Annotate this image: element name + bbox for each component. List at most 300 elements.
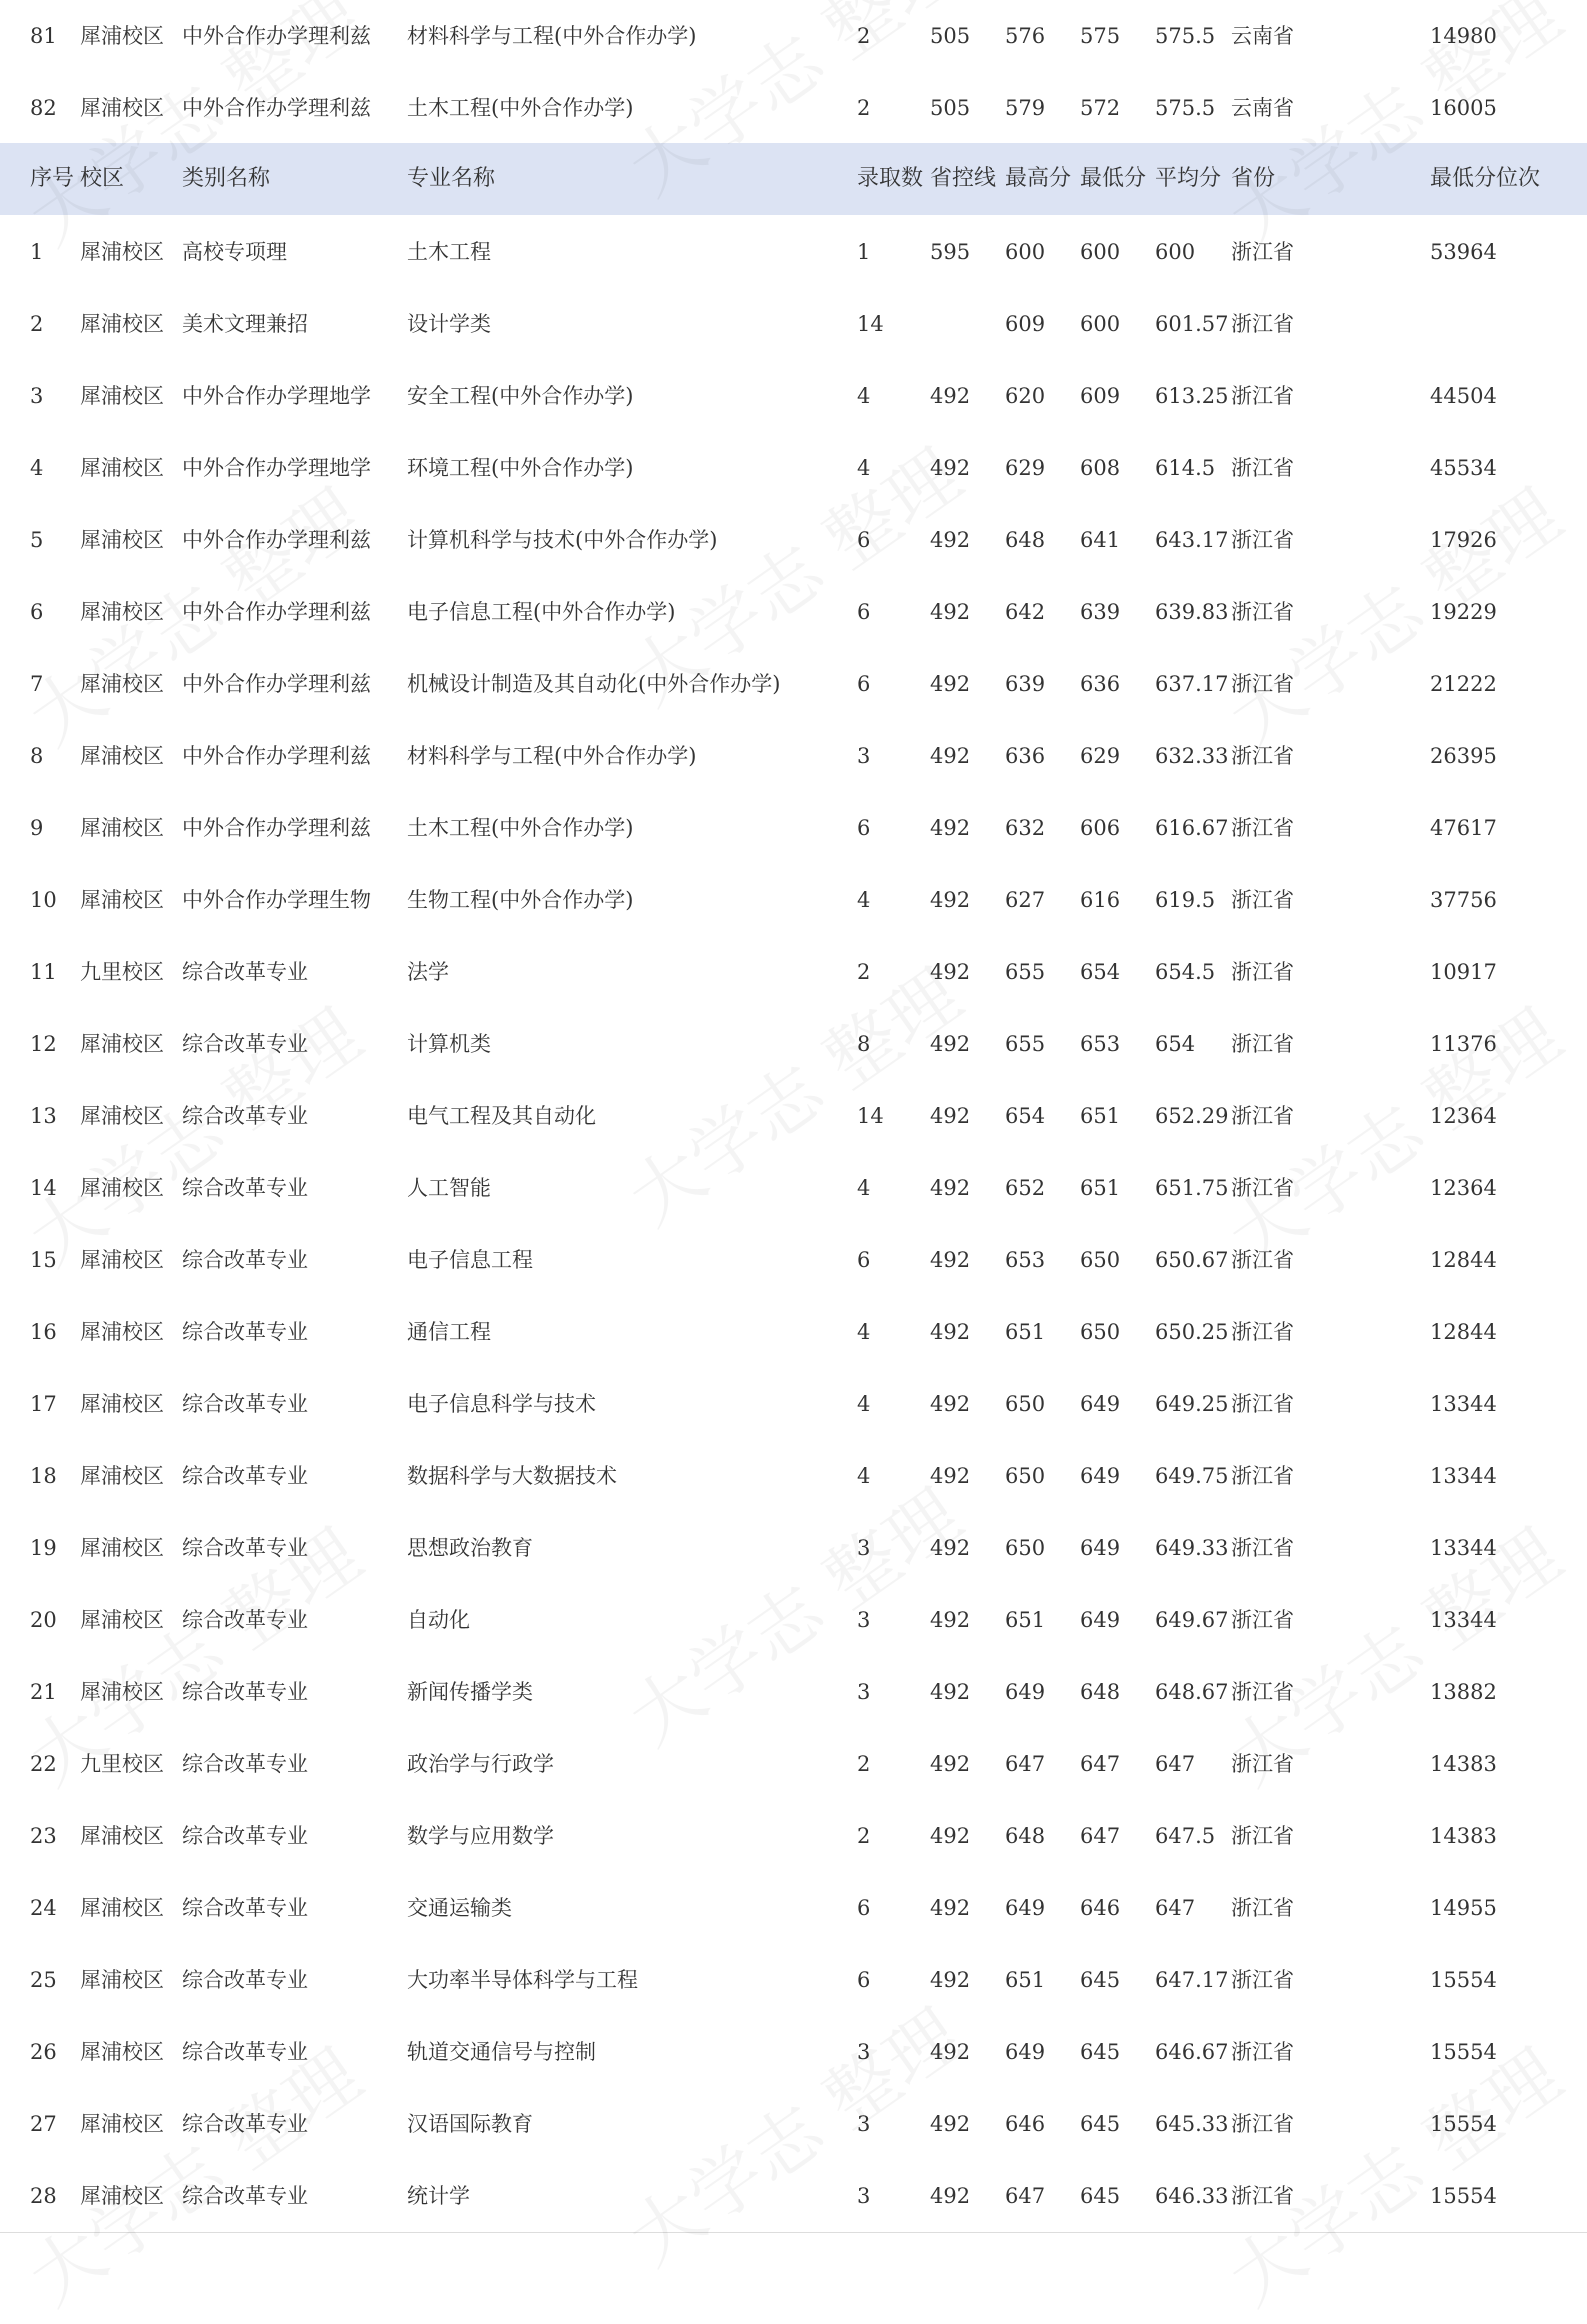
- cell-min-score: 649: [1080, 1536, 1121, 1560]
- table-row: [0, 288, 1587, 360]
- cell-campus: 犀浦校区: [80, 240, 164, 264]
- table-row: [0, 1944, 1587, 2016]
- cell-min-rank: 15554: [1430, 2040, 1497, 2064]
- cell-min-score: 645: [1080, 2040, 1121, 2064]
- cell-avg-score: 616.67: [1155, 816, 1229, 840]
- cell-seq: 16: [30, 1320, 57, 1344]
- cell-province: 浙江省: [1231, 2112, 1294, 2136]
- cell-max-score: 648: [1005, 528, 1046, 552]
- cell-admitted: 6: [857, 816, 871, 840]
- cell-min-rank: 26395: [1430, 744, 1497, 768]
- cell-campus: 犀浦校区: [80, 600, 164, 624]
- cell-province: 浙江省: [1231, 2184, 1294, 2208]
- cell-seq: 11: [30, 960, 57, 984]
- cell-campus: 犀浦校区: [80, 2112, 164, 2136]
- cell-max-score: 649: [1005, 1896, 1046, 1920]
- cell-min-rank: 37756: [1430, 888, 1497, 912]
- cell-major: 政治学与行政学: [407, 1752, 554, 1776]
- cell-major: 土木工程: [407, 240, 491, 264]
- cell-max-score: 629: [1005, 456, 1046, 480]
- cell-seq: 5: [30, 528, 44, 552]
- cell-campus: 犀浦校区: [80, 888, 164, 912]
- cell-admitted: 2: [857, 96, 871, 120]
- table-row: [0, 1728, 1587, 1800]
- cell-seq: 23: [30, 1824, 57, 1848]
- header-major: 专业名称: [407, 166, 496, 191]
- cell-min-rank: 13344: [1430, 1536, 1497, 1560]
- cell-category: 综合改革专业: [182, 1320, 308, 1344]
- cell-avg-score: 647: [1155, 1752, 1196, 1776]
- cell-major: 数据科学与大数据技术: [407, 1464, 617, 1488]
- cell-avg-score: 647.5: [1155, 1824, 1216, 1848]
- cell-province: 浙江省: [1231, 2040, 1294, 2064]
- table-row: [0, 576, 1587, 648]
- cell-admitted: 2: [857, 1824, 871, 1848]
- cell-avg-score: 648.67: [1155, 1680, 1229, 1704]
- table-row: [0, 72, 1587, 144]
- cell-seq: 22: [30, 1752, 57, 1776]
- cell-campus: 犀浦校区: [80, 2184, 164, 2208]
- cell-max-score: 579: [1005, 96, 1046, 120]
- cell-max-score: 647: [1005, 2184, 1046, 2208]
- cell-major: 电子信息科学与技术: [407, 1392, 596, 1416]
- cell-control-line: 492: [930, 2040, 971, 2064]
- cell-category: 综合改革专业: [182, 1104, 308, 1128]
- cell-control-line: 492: [930, 528, 971, 552]
- cell-major: 数学与应用数学: [407, 1824, 554, 1848]
- cell-control-line: 595: [930, 240, 971, 264]
- cell-avg-score: 639.83: [1155, 600, 1229, 624]
- cell-major: 汉语国际教育: [407, 2112, 533, 2136]
- table-row: [0, 1224, 1587, 1296]
- cell-campus: 犀浦校区: [80, 456, 164, 480]
- table-row: [0, 936, 1587, 1008]
- cell-avg-score: 613.25: [1155, 384, 1229, 408]
- cell-major: 计算机类: [407, 1032, 491, 1056]
- cell-control-line: 492: [930, 1608, 971, 1632]
- cell-avg-score: 647: [1155, 1896, 1196, 1920]
- cell-min-rank: 13882: [1430, 1680, 1497, 1704]
- cell-max-score: 576: [1005, 24, 1046, 48]
- cell-seq: 27: [30, 2112, 57, 2136]
- cell-province: 浙江省: [1231, 1752, 1294, 1776]
- header-seq: 序号: [30, 166, 75, 191]
- cell-province: 浙江省: [1231, 384, 1294, 408]
- table-row: [0, 1152, 1587, 1224]
- cell-seq: 28: [30, 2184, 57, 2208]
- cell-min-score: 651: [1080, 1176, 1121, 1200]
- cell-control-line: 492: [930, 600, 971, 624]
- cell-admitted: 3: [857, 2184, 871, 2208]
- cell-admitted: 3: [857, 2040, 871, 2064]
- cell-max-score: 647: [1005, 1752, 1046, 1776]
- cell-major: 大功率半导体科学与工程: [407, 1968, 638, 1992]
- cell-category: 中外合作办学理利兹: [182, 528, 371, 552]
- cell-province: 浙江省: [1231, 1392, 1294, 1416]
- cell-admitted: 4: [857, 1392, 871, 1416]
- cell-admitted: 3: [857, 1680, 871, 1704]
- cell-min-rank: 45534: [1430, 456, 1497, 480]
- cell-seq: 20: [30, 1608, 57, 1632]
- cell-min-score: 600: [1080, 240, 1121, 264]
- cell-avg-score: 652.29: [1155, 1104, 1229, 1128]
- cell-min-score: 639: [1080, 600, 1121, 624]
- cell-min-rank: 14383: [1430, 1752, 1497, 1776]
- cell-province: 浙江省: [1231, 1176, 1294, 1200]
- cell-min-score: 608: [1080, 456, 1121, 480]
- cell-control-line: 492: [930, 1392, 971, 1416]
- cell-max-score: 646: [1005, 2112, 1046, 2136]
- cell-max-score: 632: [1005, 816, 1046, 840]
- cell-avg-score: 646.33: [1155, 2184, 1229, 2208]
- cell-avg-score: 643.17: [1155, 528, 1229, 552]
- cell-min-rank: 19229: [1430, 600, 1497, 624]
- cell-seq: 21: [30, 1680, 57, 1704]
- table-row: [0, 1008, 1587, 1080]
- cell-control-line: 492: [930, 456, 971, 480]
- cell-control-line: 492: [930, 1968, 971, 1992]
- cell-seq: 8: [30, 744, 44, 768]
- cell-min-score: 645: [1080, 2112, 1121, 2136]
- cell-category: 综合改革专业: [182, 1392, 308, 1416]
- table-row: [0, 216, 1587, 288]
- table-row: [0, 504, 1587, 576]
- cell-category: 中外合作办学理生物: [182, 888, 371, 912]
- cell-province: 浙江省: [1231, 888, 1294, 912]
- cell-control-line: 492: [930, 1104, 971, 1128]
- cell-province: 浙江省: [1231, 1896, 1294, 1920]
- cell-province: 云南省: [1231, 96, 1294, 120]
- cell-control-line: 492: [930, 1464, 971, 1488]
- cell-min-rank: 10917: [1430, 960, 1497, 984]
- cell-admitted: 14: [857, 1104, 884, 1128]
- cell-admitted: 4: [857, 1176, 871, 1200]
- cell-min-score: 649: [1080, 1464, 1121, 1488]
- cell-admitted: 6: [857, 528, 871, 552]
- table-row: [0, 1872, 1587, 1944]
- cell-campus: 犀浦校区: [80, 1248, 164, 1272]
- cell-max-score: 655: [1005, 1032, 1046, 1056]
- cell-major: 通信工程: [407, 1320, 491, 1344]
- cell-avg-score: 649.25: [1155, 1392, 1229, 1416]
- cell-min-score: 616: [1080, 888, 1121, 912]
- cell-province: 浙江省: [1231, 1320, 1294, 1344]
- table-row: [0, 360, 1587, 432]
- cell-min-score: 572: [1080, 96, 1121, 120]
- cell-min-score: 647: [1080, 1752, 1121, 1776]
- cell-province: 浙江省: [1231, 528, 1294, 552]
- cell-min-rank: 12364: [1430, 1176, 1497, 1200]
- cell-category: 美术文理兼招: [182, 312, 308, 336]
- cell-seq: 25: [30, 1968, 57, 1992]
- cell-avg-score: 654.5: [1155, 960, 1216, 984]
- cell-min-rank: 15554: [1430, 2184, 1497, 2208]
- cell-category: 综合改革专业: [182, 1536, 308, 1560]
- cell-province: 浙江省: [1231, 672, 1294, 696]
- cell-min-rank: 11376: [1430, 1032, 1497, 1056]
- table-row: [0, 864, 1587, 936]
- cell-campus: 犀浦校区: [80, 1680, 164, 1704]
- cell-admitted: 4: [857, 1320, 871, 1344]
- cell-min-rank: 17926: [1430, 528, 1497, 552]
- cell-campus: 犀浦校区: [80, 1536, 164, 1560]
- cell-category: 综合改革专业: [182, 1176, 308, 1200]
- cell-max-score: 653: [1005, 1248, 1046, 1272]
- cell-avg-score: 650.67: [1155, 1248, 1229, 1272]
- table-row: [0, 792, 1587, 864]
- cell-campus: 犀浦校区: [80, 1392, 164, 1416]
- cell-min-score: 645: [1080, 1968, 1121, 1992]
- table-row: [0, 1440, 1587, 1512]
- cell-province: 浙江省: [1231, 1824, 1294, 1848]
- cell-campus: 犀浦校区: [80, 1104, 164, 1128]
- cell-control-line: 492: [930, 384, 971, 408]
- table-row: [0, 2016, 1587, 2088]
- cell-major: 人工智能: [407, 1176, 491, 1200]
- cell-min-rank: 14955: [1430, 1896, 1497, 1920]
- cell-avg-score: 601.57: [1155, 312, 1229, 336]
- cell-seq: 13: [30, 1104, 57, 1128]
- cell-province: 浙江省: [1231, 816, 1294, 840]
- cell-admitted: 3: [857, 744, 871, 768]
- cell-max-score: 639: [1005, 672, 1046, 696]
- cell-avg-score: 645.33: [1155, 2112, 1229, 2136]
- cell-admitted: 3: [857, 1608, 871, 1632]
- cell-category: 中外合作办学理利兹: [182, 96, 371, 120]
- cell-major: 思想政治教育: [407, 1536, 533, 1560]
- table-row: [0, 1368, 1587, 1440]
- cell-max-score: 649: [1005, 1680, 1046, 1704]
- cell-category: 中外合作办学理利兹: [182, 744, 371, 768]
- table-row: [0, 1512, 1587, 1584]
- cell-admitted: 6: [857, 672, 871, 696]
- cell-seq: 4: [30, 456, 44, 480]
- cell-province: 浙江省: [1231, 456, 1294, 480]
- cell-category: 综合改革专业: [182, 2040, 308, 2064]
- cell-avg-score: 651.75: [1155, 1176, 1229, 1200]
- cell-campus: 犀浦校区: [80, 744, 164, 768]
- cell-control-line: 492: [930, 744, 971, 768]
- cell-campus: 犀浦校区: [80, 1824, 164, 1848]
- cell-major: 材料科学与工程(中外合作办学): [407, 24, 697, 48]
- cell-major: 自动化: [407, 1608, 470, 1632]
- table-row: [0, 2088, 1587, 2160]
- cell-min-score: 646: [1080, 1896, 1121, 1920]
- cell-category: 综合改革专业: [182, 2112, 308, 2136]
- cell-control-line: 492: [930, 672, 971, 696]
- cell-category: 综合改革专业: [182, 1968, 308, 1992]
- cell-seq: 14: [30, 1176, 57, 1200]
- cell-category: 综合改革专业: [182, 1464, 308, 1488]
- cell-min-score: 650: [1080, 1248, 1121, 1272]
- table-row: [0, 432, 1587, 504]
- cell-campus: 九里校区: [80, 1752, 164, 1776]
- cell-admitted: 2: [857, 1752, 871, 1776]
- cell-category: 综合改革专业: [182, 1608, 308, 1632]
- cell-min-rank: 53964: [1430, 240, 1497, 264]
- cell-max-score: 627: [1005, 888, 1046, 912]
- cell-admitted: 6: [857, 1248, 871, 1272]
- cell-category: 中外合作办学理地学: [182, 456, 371, 480]
- cell-category: 综合改革专业: [182, 1248, 308, 1272]
- cell-min-score: 654: [1080, 960, 1121, 984]
- cell-admitted: 4: [857, 1464, 871, 1488]
- table-row: [0, 2160, 1587, 2232]
- cell-major: 交通运输类: [407, 1896, 512, 1920]
- cell-control-line: 492: [930, 816, 971, 840]
- cell-avg-score: 637.17: [1155, 672, 1229, 696]
- cell-category: 综合改革专业: [182, 1032, 308, 1056]
- table-row: [0, 1800, 1587, 1872]
- cell-max-score: 600: [1005, 240, 1046, 264]
- cell-min-rank: 16005: [1430, 96, 1497, 120]
- cell-min-score: 653: [1080, 1032, 1121, 1056]
- table-row: [0, 1584, 1587, 1656]
- cell-province: 浙江省: [1231, 1248, 1294, 1272]
- table-row: [0, 720, 1587, 792]
- cell-min-score: 649: [1080, 1392, 1121, 1416]
- cell-control-line: 492: [930, 1320, 971, 1344]
- cell-seq: 15: [30, 1248, 57, 1272]
- header-avg-score: 平均分: [1155, 166, 1222, 191]
- cell-avg-score: 654: [1155, 1032, 1196, 1056]
- cell-province: 浙江省: [1231, 1536, 1294, 1560]
- cell-campus: 犀浦校区: [80, 1464, 164, 1488]
- cell-major: 电子信息工程(中外合作办学): [407, 600, 676, 624]
- cell-seq: 19: [30, 1536, 57, 1560]
- cell-admitted: 8: [857, 1032, 871, 1056]
- header-admitted: 录取数: [857, 166, 924, 191]
- cell-min-score: 641: [1080, 528, 1121, 552]
- cell-admitted: 3: [857, 1536, 871, 1560]
- cell-max-score: 650: [1005, 1536, 1046, 1560]
- table-row: [0, 0, 1587, 72]
- cell-avg-score: 632.33: [1155, 744, 1229, 768]
- table-row: [0, 1080, 1587, 1152]
- cell-category: 中外合作办学理利兹: [182, 816, 371, 840]
- cell-major: 轨道交通信号与控制: [407, 2040, 596, 2064]
- cell-control-line: 505: [930, 24, 971, 48]
- cell-max-score: 620: [1005, 384, 1046, 408]
- cell-control-line: 492: [930, 1536, 971, 1560]
- cell-major: 法学: [407, 960, 449, 984]
- cell-campus: 犀浦校区: [80, 24, 164, 48]
- cell-seq: 81: [30, 24, 57, 48]
- cell-avg-score: 619.5: [1155, 888, 1216, 912]
- cell-province: 浙江省: [1231, 1032, 1294, 1056]
- cell-admitted: 1: [857, 240, 871, 264]
- cell-admitted: 2: [857, 960, 871, 984]
- cell-seq: 2: [30, 312, 44, 336]
- cell-max-score: 648: [1005, 1824, 1046, 1848]
- cell-admitted: 2: [857, 24, 871, 48]
- cell-campus: 犀浦校区: [80, 528, 164, 552]
- cell-category: 中外合作办学理利兹: [182, 24, 371, 48]
- cell-control-line: 492: [930, 1680, 971, 1704]
- table-row: [0, 1296, 1587, 1368]
- cell-avg-score: 575.5: [1155, 96, 1216, 120]
- cell-campus: 犀浦校区: [80, 816, 164, 840]
- cell-control-line: 492: [930, 1176, 971, 1200]
- cell-seq: 3: [30, 384, 44, 408]
- cell-category: 中外合作办学理利兹: [182, 672, 371, 696]
- cell-campus: 犀浦校区: [80, 384, 164, 408]
- table-row: [0, 1656, 1587, 1728]
- cell-max-score: 609: [1005, 312, 1046, 336]
- header-max-score: 最高分: [1005, 166, 1072, 191]
- cell-control-line: 492: [930, 888, 971, 912]
- cell-control-line: 492: [930, 1248, 971, 1272]
- cell-min-score: 645: [1080, 2184, 1121, 2208]
- cell-seq: 24: [30, 1896, 57, 1920]
- cell-avg-score: 649.33: [1155, 1536, 1229, 1560]
- cell-major: 统计学: [407, 2184, 470, 2208]
- cell-province: 浙江省: [1231, 1464, 1294, 1488]
- cell-major: 安全工程(中外合作办学): [407, 384, 634, 408]
- cell-control-line: 492: [930, 2184, 971, 2208]
- cell-seq: 82: [30, 96, 57, 120]
- cell-control-line: 492: [930, 1824, 971, 1848]
- cell-seq: 12: [30, 1032, 57, 1056]
- cell-province: 浙江省: [1231, 1104, 1294, 1128]
- cell-max-score: 650: [1005, 1392, 1046, 1416]
- header-category: 类别名称: [182, 166, 271, 191]
- cell-province: 云南省: [1231, 24, 1294, 48]
- cell-max-score: 655: [1005, 960, 1046, 984]
- cell-campus: 犀浦校区: [80, 2040, 164, 2064]
- cell-campus: 犀浦校区: [80, 672, 164, 696]
- cell-min-rank: 13344: [1430, 1608, 1497, 1632]
- cell-control-line: 492: [930, 1896, 971, 1920]
- cell-major: 土木工程(中外合作办学): [407, 816, 634, 840]
- cell-major: 电子信息工程: [407, 1248, 533, 1272]
- cell-min-score: 636: [1080, 672, 1121, 696]
- cell-major: 电气工程及其自动化: [407, 1104, 596, 1128]
- cell-control-line: 492: [930, 960, 971, 984]
- header-min-score: 最低分: [1080, 166, 1147, 191]
- cell-max-score: 651: [1005, 1968, 1046, 1992]
- cell-max-score: 642: [1005, 600, 1046, 624]
- cell-major: 机械设计制造及其自动化(中外合作办学): [407, 672, 781, 696]
- cell-campus: 犀浦校区: [80, 1032, 164, 1056]
- cell-max-score: 636: [1005, 744, 1046, 768]
- table-bottom-border: [0, 2232, 1587, 2233]
- cell-province: 浙江省: [1231, 1608, 1294, 1632]
- cell-admitted: 3: [857, 2112, 871, 2136]
- cell-min-score: 609: [1080, 384, 1121, 408]
- cell-campus: 犀浦校区: [80, 1896, 164, 1920]
- cell-category: 综合改革专业: [182, 1896, 308, 1920]
- cell-category: 高校专项理: [182, 240, 287, 264]
- cell-min-score: 648: [1080, 1680, 1121, 1704]
- header-campus: 校区: [80, 166, 125, 191]
- cell-category: 中外合作办学理地学: [182, 384, 371, 408]
- cell-campus: 犀浦校区: [80, 312, 164, 336]
- cell-seq: 10: [30, 888, 57, 912]
- cell-province: 浙江省: [1231, 600, 1294, 624]
- cell-min-rank: 15554: [1430, 2112, 1497, 2136]
- cell-min-rank: 13344: [1430, 1392, 1497, 1416]
- cell-max-score: 651: [1005, 1608, 1046, 1632]
- cell-seq: 18: [30, 1464, 57, 1488]
- cell-min-rank: 15554: [1430, 1968, 1497, 1992]
- cell-province: 浙江省: [1231, 1680, 1294, 1704]
- cell-control-line: 505: [930, 96, 971, 120]
- cell-major: 生物工程(中外合作办学): [407, 888, 634, 912]
- cell-category: 中外合作办学理利兹: [182, 600, 371, 624]
- header-province: 省份: [1231, 166, 1276, 191]
- cell-control-line: 492: [930, 2112, 971, 2136]
